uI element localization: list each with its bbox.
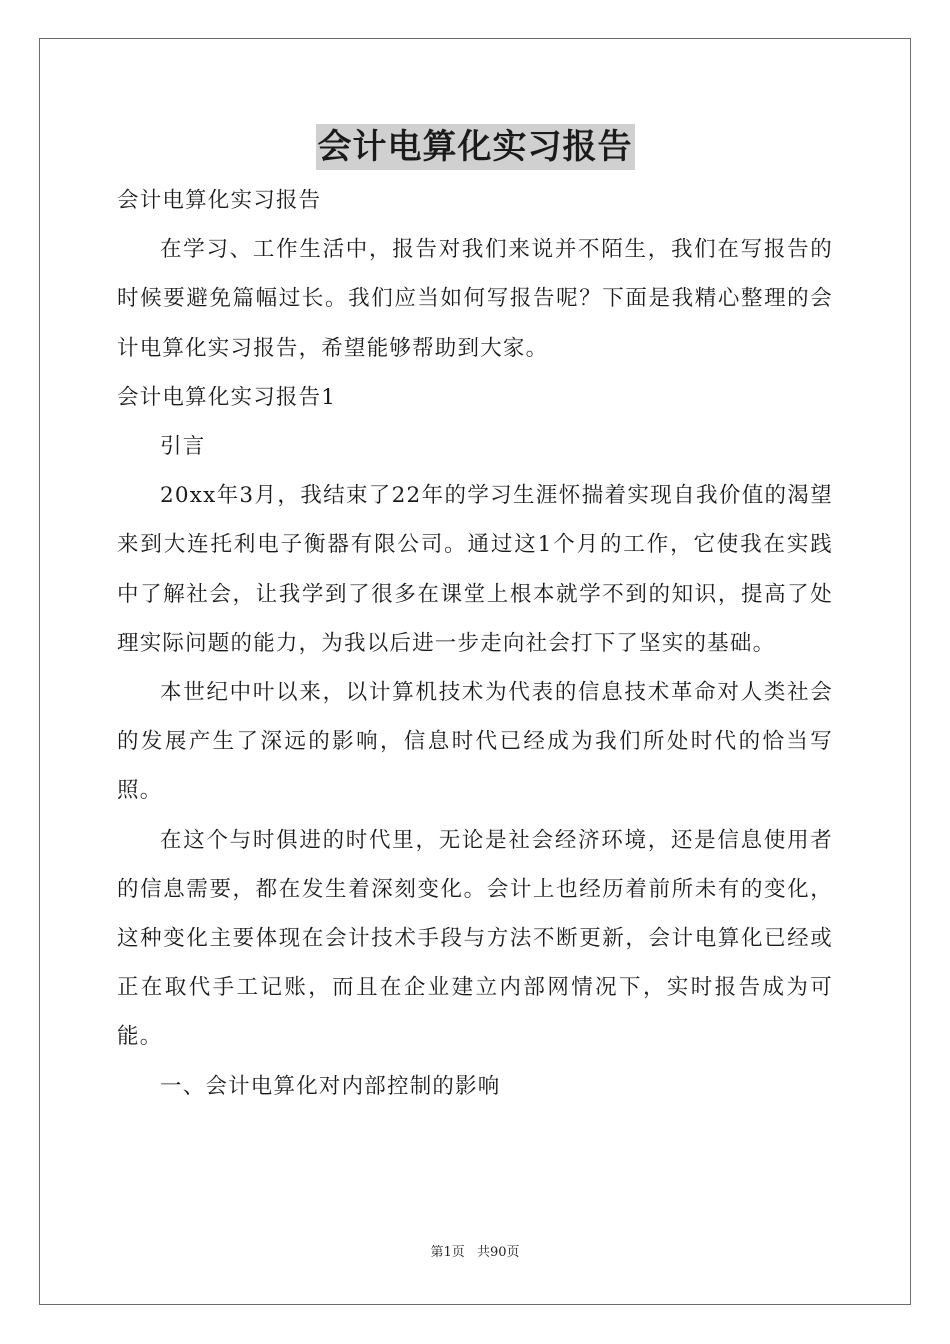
- page-footer: [0, 1244, 950, 1262]
- paragraph-2: 会计电算化实习报告1: [117, 384, 337, 410]
- document-title: 会计电算化实习报告: [316, 124, 635, 170]
- paragraph-1: 在学习、工作生活中，报告对我们来说并不陌生，我们在写报告的时候要避免篇幅过长。我们应当如何写报告呢？下面是我精心整理的会计电算化实习报告，希望能够帮助到大家。: [117, 237, 833, 361]
- paragraph-7: 一、会计电算化对内部控制的影响: [160, 1073, 501, 1099]
- document-body: [117, 176, 833, 1111]
- paragraph-0: 会计电算化实习报告: [117, 188, 322, 213]
- paragraph-5: 本世纪中叶以来，以计算机技术为代表的信息技术革命对人类社会的发展产生了深远的影响，信息时代已经成为我们所处时代的恰当写照。: [117, 680, 833, 804]
- paragraph-4: 20xx年3月，我结束了22年的学习生涯怀揣着实现自我价值的渴望来到大连托利电子衡器有限公司。通过这1个月的工作，它使我在实践中了解社会，让我学到了很多在课堂上根本就学不到的知识，提高了处理实际问题的能力，为我以后进一步走向社会打下了坚实的基础。: [117, 483, 833, 656]
- title-area: [0, 124, 950, 170]
- paragraph-6: 在这个与时俱进的时代里，无论是社会经济环境，还是信息使用者的信息需要，都在发生着深刻变化。会计上也经历着前所未有的变化，这种变化主要体现在会计技术手段与方法不断更新，会计电算化已经或正在取代手工记账，而且在企业建立内部网情况下，实时报告成为可能。: [117, 827, 833, 1050]
- page-total: 共90页: [476, 1245, 520, 1260]
- page-number: 第1页: [430, 1245, 465, 1260]
- paragraph-3: 引言: [160, 434, 206, 460]
